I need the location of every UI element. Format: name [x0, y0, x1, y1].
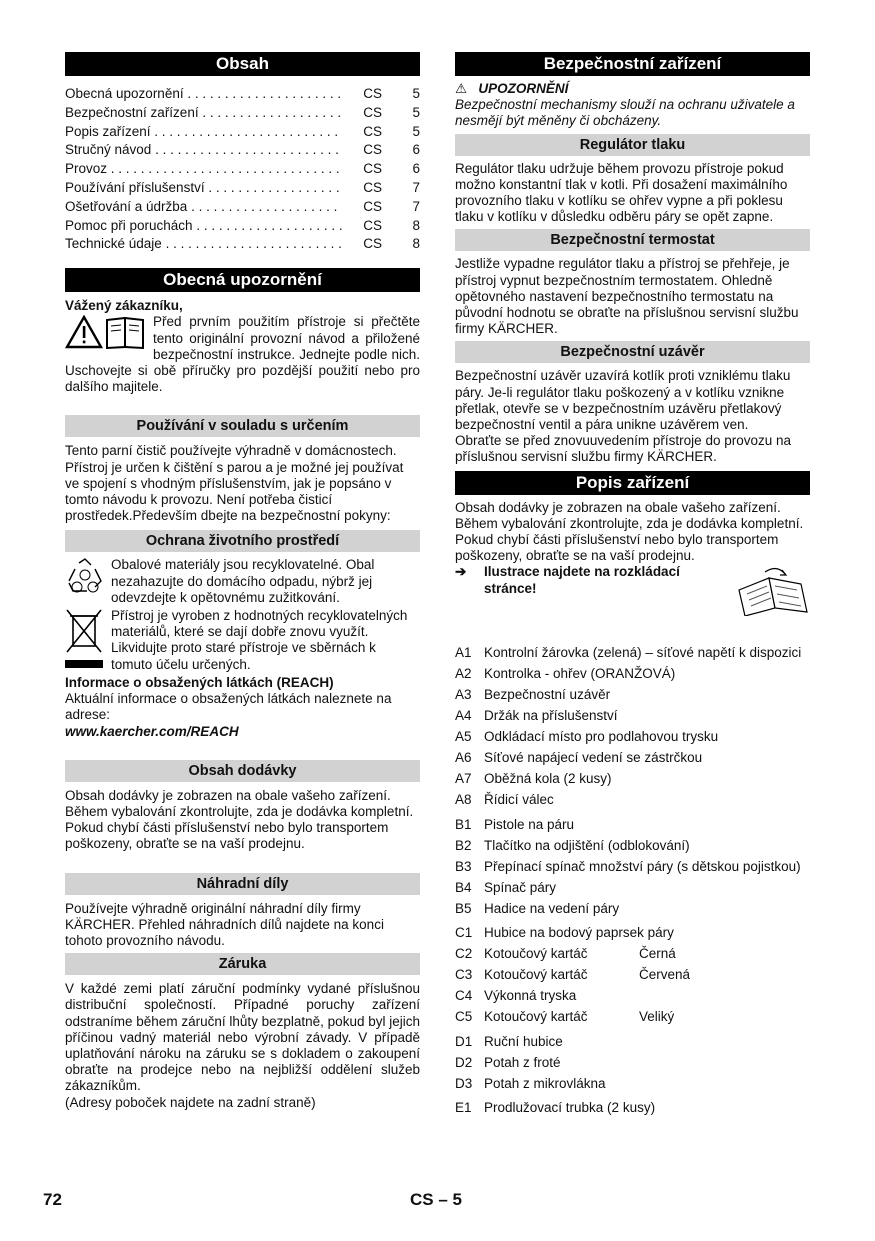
part-item — [455, 792, 810, 809]
part-label: Potah z froté — [484, 1054, 561, 1070]
part-label: Kotoučový kartáč — [484, 967, 588, 983]
toc-list — [65, 85, 420, 254]
description-text-2: Pokud chybí části příslušenství nebo bylo transportem poškozeny, obraťte se na vaší prodejnu. — [455, 532, 779, 564]
part-code: B1 — [455, 816, 472, 832]
toc-item[interactable] — [65, 198, 420, 217]
part-code: A8 — [455, 792, 472, 808]
toc-item-page: 5 — [412, 86, 420, 101]
part-item — [455, 859, 810, 876]
general-intro: Před prvním použitím přístroje si přečtěte tento originální provozní návod a přiložené bezpečnostní instrukce. Jednejte podle nich. Uschovejte si obě příručky pro pozdější použití nebo pro dalšího majitele. — [65, 314, 420, 395]
arrow-icon: ➔ — [455, 564, 467, 580]
part-label: Kontrolní žárovka (zelená) – síťové napětí k dispozici — [484, 645, 802, 661]
toc-item-page: 6 — [412, 142, 420, 158]
part-item — [455, 1055, 810, 1072]
part-item — [455, 880, 810, 897]
reach-url-link[interactable]: www.kaercher.com/REACH — [65, 723, 239, 739]
part-code: D1 — [455, 1033, 473, 1049]
toc-item[interactable] — [65, 160, 420, 179]
part-label: Síťové napájecí vedení se zástrčkou — [484, 750, 703, 766]
part-variant: Černá — [639, 946, 676, 962]
part-code: A5 — [455, 729, 472, 745]
toc-item-lang: CS — [363, 179, 382, 195]
spare-parts-text: Používejte výhradně originální náhradní díly firmy KÄRCHER. Přehled náhradních dílů najdete na konci tohoto provozního návodu. — [65, 900, 384, 949]
part-code: A6 — [455, 750, 472, 766]
toc-item-label: Stručný návod . . . — [65, 141, 342, 160]
safety-cap-text-1: Bezpečnostní uzávěr uzavírá kotlík proti vzniklému tlaku páry. Je-li regulátor tlaku poškozený a v kotlíku vznikne přetlak, otevře se v bezpečnostním uzávěru přetlakový bezpečnostní ventil a pára unikne uzávěrem ven. — [455, 368, 791, 433]
part-code: A3 — [455, 687, 472, 703]
part-item — [455, 838, 810, 855]
part-code: C5 — [455, 1009, 473, 1025]
part-label: Prodlužovací trubka (2 kusy) — [484, 1100, 656, 1116]
part-label: Ruční hubice — [484, 1033, 563, 1049]
part-label: Hubice na bodový paprsek páry — [484, 925, 674, 941]
general-heading: Obecná upozornění — [65, 268, 420, 292]
part-label: Oběžná kola (2 kusy) — [484, 771, 612, 787]
environment-heading: Ochrana životního prostředí — [65, 530, 420, 552]
part-item — [455, 729, 810, 746]
part-label: Výkonná tryska — [484, 988, 577, 1004]
part-label: Odkládací místo pro podlahovou trysku — [484, 729, 719, 745]
section-page: CS – 5 — [410, 1190, 462, 1209]
part-label: Držák na příslušenství — [484, 708, 618, 724]
delivery-text-2: Pokud chybí části příslušenství nebo bylo transportem poškozeny, obraťte se na vaší prodejnu. — [65, 820, 389, 852]
part-code: D3 — [455, 1075, 473, 1091]
part-item — [455, 687, 810, 704]
part-item — [455, 1034, 810, 1051]
recycling-icon — [65, 557, 105, 602]
toc-heading: Obsah — [65, 52, 420, 76]
part-code: B4 — [455, 879, 472, 895]
toc-item[interactable] — [65, 141, 420, 160]
parts-group — [455, 817, 810, 918]
part-item — [455, 946, 810, 963]
parts-group — [455, 925, 810, 1026]
toc-item[interactable] — [65, 217, 420, 236]
part-variant: Červená — [639, 967, 691, 983]
part-code: A4 — [455, 708, 472, 724]
parts-group — [455, 1034, 810, 1093]
toc-item-page: 5 — [412, 104, 420, 120]
part-variant: Veliký — [639, 1009, 675, 1025]
toc-item-page: 8 — [412, 217, 420, 233]
packaging-text: Obalové materiály jsou recyklovatelné. Obal nezahazujte do domácího odpadu, nýbrž jej odevzdejte k opětovnému zužitkování. — [111, 557, 375, 605]
toc-item-label: Pomoc při poruchách . . . — [65, 217, 342, 236]
safety-heading: Bezpečnostní zařízení — [455, 52, 810, 76]
toc-item[interactable] — [65, 235, 420, 254]
crossed-bin-icon — [65, 608, 105, 675]
part-label: Hadice na vedení páry — [484, 900, 620, 916]
foldout-book-icon — [735, 564, 811, 619]
toc-item-page: 6 — [412, 161, 420, 177]
device-disposal-text: Přístroj je vyroben z hodnotných recyklovatelných materiálů, které se dají dobře znovu využít. Likvidujte proto staré přístroje ve sběrnách k tomuto účelu určených. — [111, 608, 408, 672]
toc-item-lang: CS — [363, 142, 382, 158]
greeting: Vážený zákazníku, — [65, 298, 183, 314]
delivery-text-1: Obsah dodávky je zobrazen na obale vašeho zařízení. Během vybalování zkontrolujte, zda je dodávka kompletní. — [65, 787, 414, 820]
parts-group — [455, 645, 810, 809]
toc-item-lang: CS — [363, 217, 382, 233]
part-code: C1 — [455, 925, 473, 941]
part-item — [455, 666, 810, 683]
warranty-text: V každé zemi platí záruční podmínky vydané příslušnou distribuční společností. Případné poruchy zařízení odstraníme během záruční lhůty bezplatně, pokud byl jejich příčinou vadný materiál nebo výrobní závady. V případě uplatňování nároku na záruku se s dokladem o zakoupení obraťte na prodejce nebo na nejbližší oddělení služeb zákazníkům. — [65, 981, 420, 1094]
spare-parts-heading: Náhradní díly — [65, 873, 420, 895]
manual-warning-icon — [65, 314, 147, 353]
part-label: Přepínací spínač množství páry (s dětskou pojistkou) — [484, 858, 801, 874]
toc-item-label: Bezpečnostní zařízení . . . — [65, 104, 342, 123]
toc-item-lang: CS — [363, 161, 382, 177]
foldout-note — [455, 564, 810, 620]
description-text-1: Obsah dodávky je zobrazen na obale vašeho zařízení. Během vybalování zkontrolujte, zda je dodávka kompletní. — [455, 499, 804, 531]
reach-text: Aktuální informace o obsažených látkách naleznete na adrese: — [65, 691, 392, 723]
toc-item-page: 5 — [412, 123, 420, 139]
thermostat-text: Jestliže vypadne regulátor tlaku a přístroj se přehřeje, je přístroj vypnut bezpečnostním termostatem. Ohledně opětovného nastavení bezpečnostního termostatu na původní hodnotu se obraťte na příslušnou servisní službu firmy KÄRCHER. — [455, 256, 799, 337]
part-item — [455, 925, 810, 942]
toc-item-lang: CS — [363, 123, 382, 139]
part-label: Spínač páry — [484, 879, 557, 895]
toc-item-lang: CS — [363, 86, 382, 101]
part-code: B5 — [455, 900, 472, 916]
part-label: Tlačítko na odjištění (odblokování) — [484, 837, 690, 853]
part-code: C4 — [455, 988, 473, 1004]
part-item — [455, 708, 810, 725]
toc-item-lang: CS — [363, 104, 382, 120]
part-code: A7 — [455, 771, 472, 787]
toc-item[interactable] — [65, 85, 420, 104]
part-code: C2 — [455, 946, 473, 962]
foldout-text: Ilustrace najdete na rozkládací stránce! — [484, 564, 680, 596]
part-code: E1 — [455, 1100, 472, 1116]
safety-cap-text-2: Obraťte se před znovuuvedením přístroje do provozu na příslušnou servisní službu firmy KÄRCHER. — [455, 433, 792, 465]
part-item — [455, 1076, 810, 1093]
toc-item-label: Obecná upozornění . . . — [65, 85, 342, 104]
part-item — [455, 1100, 810, 1117]
page-number: 72 — [43, 1190, 62, 1209]
toc-item[interactable] — [65, 104, 420, 123]
warning-line — [455, 81, 810, 97]
part-item — [455, 750, 810, 767]
warning-triangle-icon: ⚠ — [455, 81, 468, 96]
toc-item[interactable] — [65, 123, 420, 142]
part-code: A1 — [455, 645, 472, 661]
left-column — [65, 52, 420, 1111]
part-label: Potah z mikrovlákna — [484, 1075, 606, 1091]
toc-item-label: Používání příslušenství . . . — [65, 179, 342, 198]
toc-item-page: 8 — [412, 236, 420, 252]
part-code: B2 — [455, 837, 472, 853]
toc-item-label: Provoz . . . — [65, 160, 342, 179]
part-label: Kotoučový kartáč — [484, 1009, 588, 1025]
pressure-regulator-heading: Regulátor tlaku — [455, 134, 810, 156]
warning-text: Bezpečnostní mechanismy slouží na ochranu uživatele a nesmějí být měněny či obcházeny. — [455, 97, 795, 129]
part-item — [455, 645, 810, 662]
part-label: Bezpečnostní uzávěr — [484, 687, 611, 703]
toc-item-lang: CS — [363, 198, 382, 214]
part-label: Řídicí válec — [484, 792, 554, 808]
reach-heading: Informace o obsažených látkách (REACH) — [65, 675, 334, 691]
intended-use-text: Tento parní čistič používejte výhradně v domácnostech. Přístroj je určen k čištění s parou a je možné jej používat ve spojení s vhodným příslušenstvím, jak je popsáno v tomto návodu k provozu. Není potřeba čisticí prostředek.Především dbejte na bezpečnostní pokyny: — [65, 443, 404, 524]
pressure-regulator-text: Regulátor tlaku udržuje během provozu přístroje pokud možno konstantní tlak v kotli. Při dosažení maximálního provozního tlaku v kotlíku se ohřev vypne a při poklesu tlaku v kotlíku v důsledku odběru páry se opět zapne. — [455, 160, 788, 225]
safety-cap-heading: Bezpečnostní uzávěr — [455, 341, 810, 363]
toc-item-lang: CS — [363, 236, 382, 252]
part-item — [455, 967, 810, 984]
part-item — [455, 1009, 810, 1026]
part-label: Kotoučový kartáč — [484, 946, 588, 962]
toc-item-label: Popis zařízení . . . — [65, 123, 342, 142]
warranty-heading: Záruka — [65, 953, 420, 975]
parts-list — [455, 645, 810, 1117]
warranty-note: (Adresy poboček najdete na zadní straně) — [65, 1094, 316, 1110]
part-code: C3 — [455, 967, 473, 983]
delivery-heading: Obsah dodávky — [65, 760, 420, 782]
right-column — [455, 52, 810, 1125]
parts-group — [455, 1100, 810, 1117]
toc-item-label: Technické údaje . . . — [65, 235, 342, 254]
part-item — [455, 901, 810, 918]
part-item — [455, 817, 810, 834]
toc-item-label: Ošetřování a údržba . . . — [65, 198, 342, 217]
warning-label: UPOZORNĚNÍ — [478, 81, 569, 96]
toc-item[interactable] — [65, 179, 420, 198]
part-code: A2 — [455, 666, 472, 682]
toc-item-page: 7 — [412, 179, 420, 195]
part-code: B3 — [455, 858, 472, 874]
toc-item-page: 7 — [412, 198, 420, 214]
intended-use-heading: Používání v souladu s určením — [65, 415, 420, 437]
part-item — [455, 771, 810, 788]
part-label: Pistole na páru — [484, 816, 575, 832]
part-label: Kontrolka - ohřev (ORANŽOVÁ) — [484, 666, 676, 682]
part-code: D2 — [455, 1054, 473, 1070]
description-heading: Popis zařízení — [455, 471, 810, 495]
part-item — [455, 988, 810, 1005]
thermostat-heading: Bezpečnostní termostat — [455, 229, 810, 251]
